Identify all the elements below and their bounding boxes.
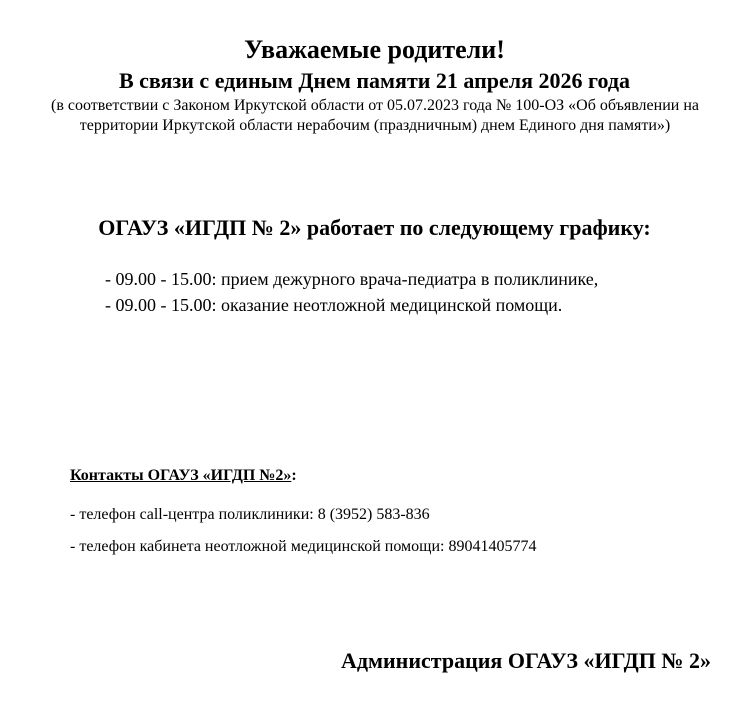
notice-subtitle: В связи с единым Днем памяти 21 апреля 2026 года (118, 68, 630, 93)
schedule-item-pediatrician: - 09.00 - 15.00: прием дежурного врача-педиатра в поликлинике, (105, 269, 599, 289)
signature: Администрация ОГАУЗ «ИГДП № 2» (340, 648, 711, 673)
notice-title: Уважаемые родители! (244, 35, 505, 64)
schedule-list (105, 266, 745, 318)
contacts-heading-text: Контакты ОГАУЗ «ИГДП №2» (70, 467, 292, 484)
contact-emergency-office-phone: - телефон кабинета неотложной медицинской помощи: 89041405774 (70, 538, 537, 555)
schedule-heading: ОГАУЗ «ИГДП № 2» работает по следующему графику: (98, 215, 651, 240)
contacts-heading-colon: : (291, 467, 297, 484)
law-reference-note: (в соответствии с Законом Иркутской области от 05.07.2023 года № 100-ОЗ «Об объявлении на территории Иркутской области нерабочим (праздничным) днем Единого дня памяти») (51, 97, 699, 134)
schedule-item-emergency-care: - 09.00 - 15.00: оказание неотложной медицинской помощи. (105, 295, 563, 315)
contact-call-center-phone: - телефон call-центра поликлиники: 8 (3952) 583-836 (70, 506, 430, 523)
contacts-heading (70, 466, 297, 486)
